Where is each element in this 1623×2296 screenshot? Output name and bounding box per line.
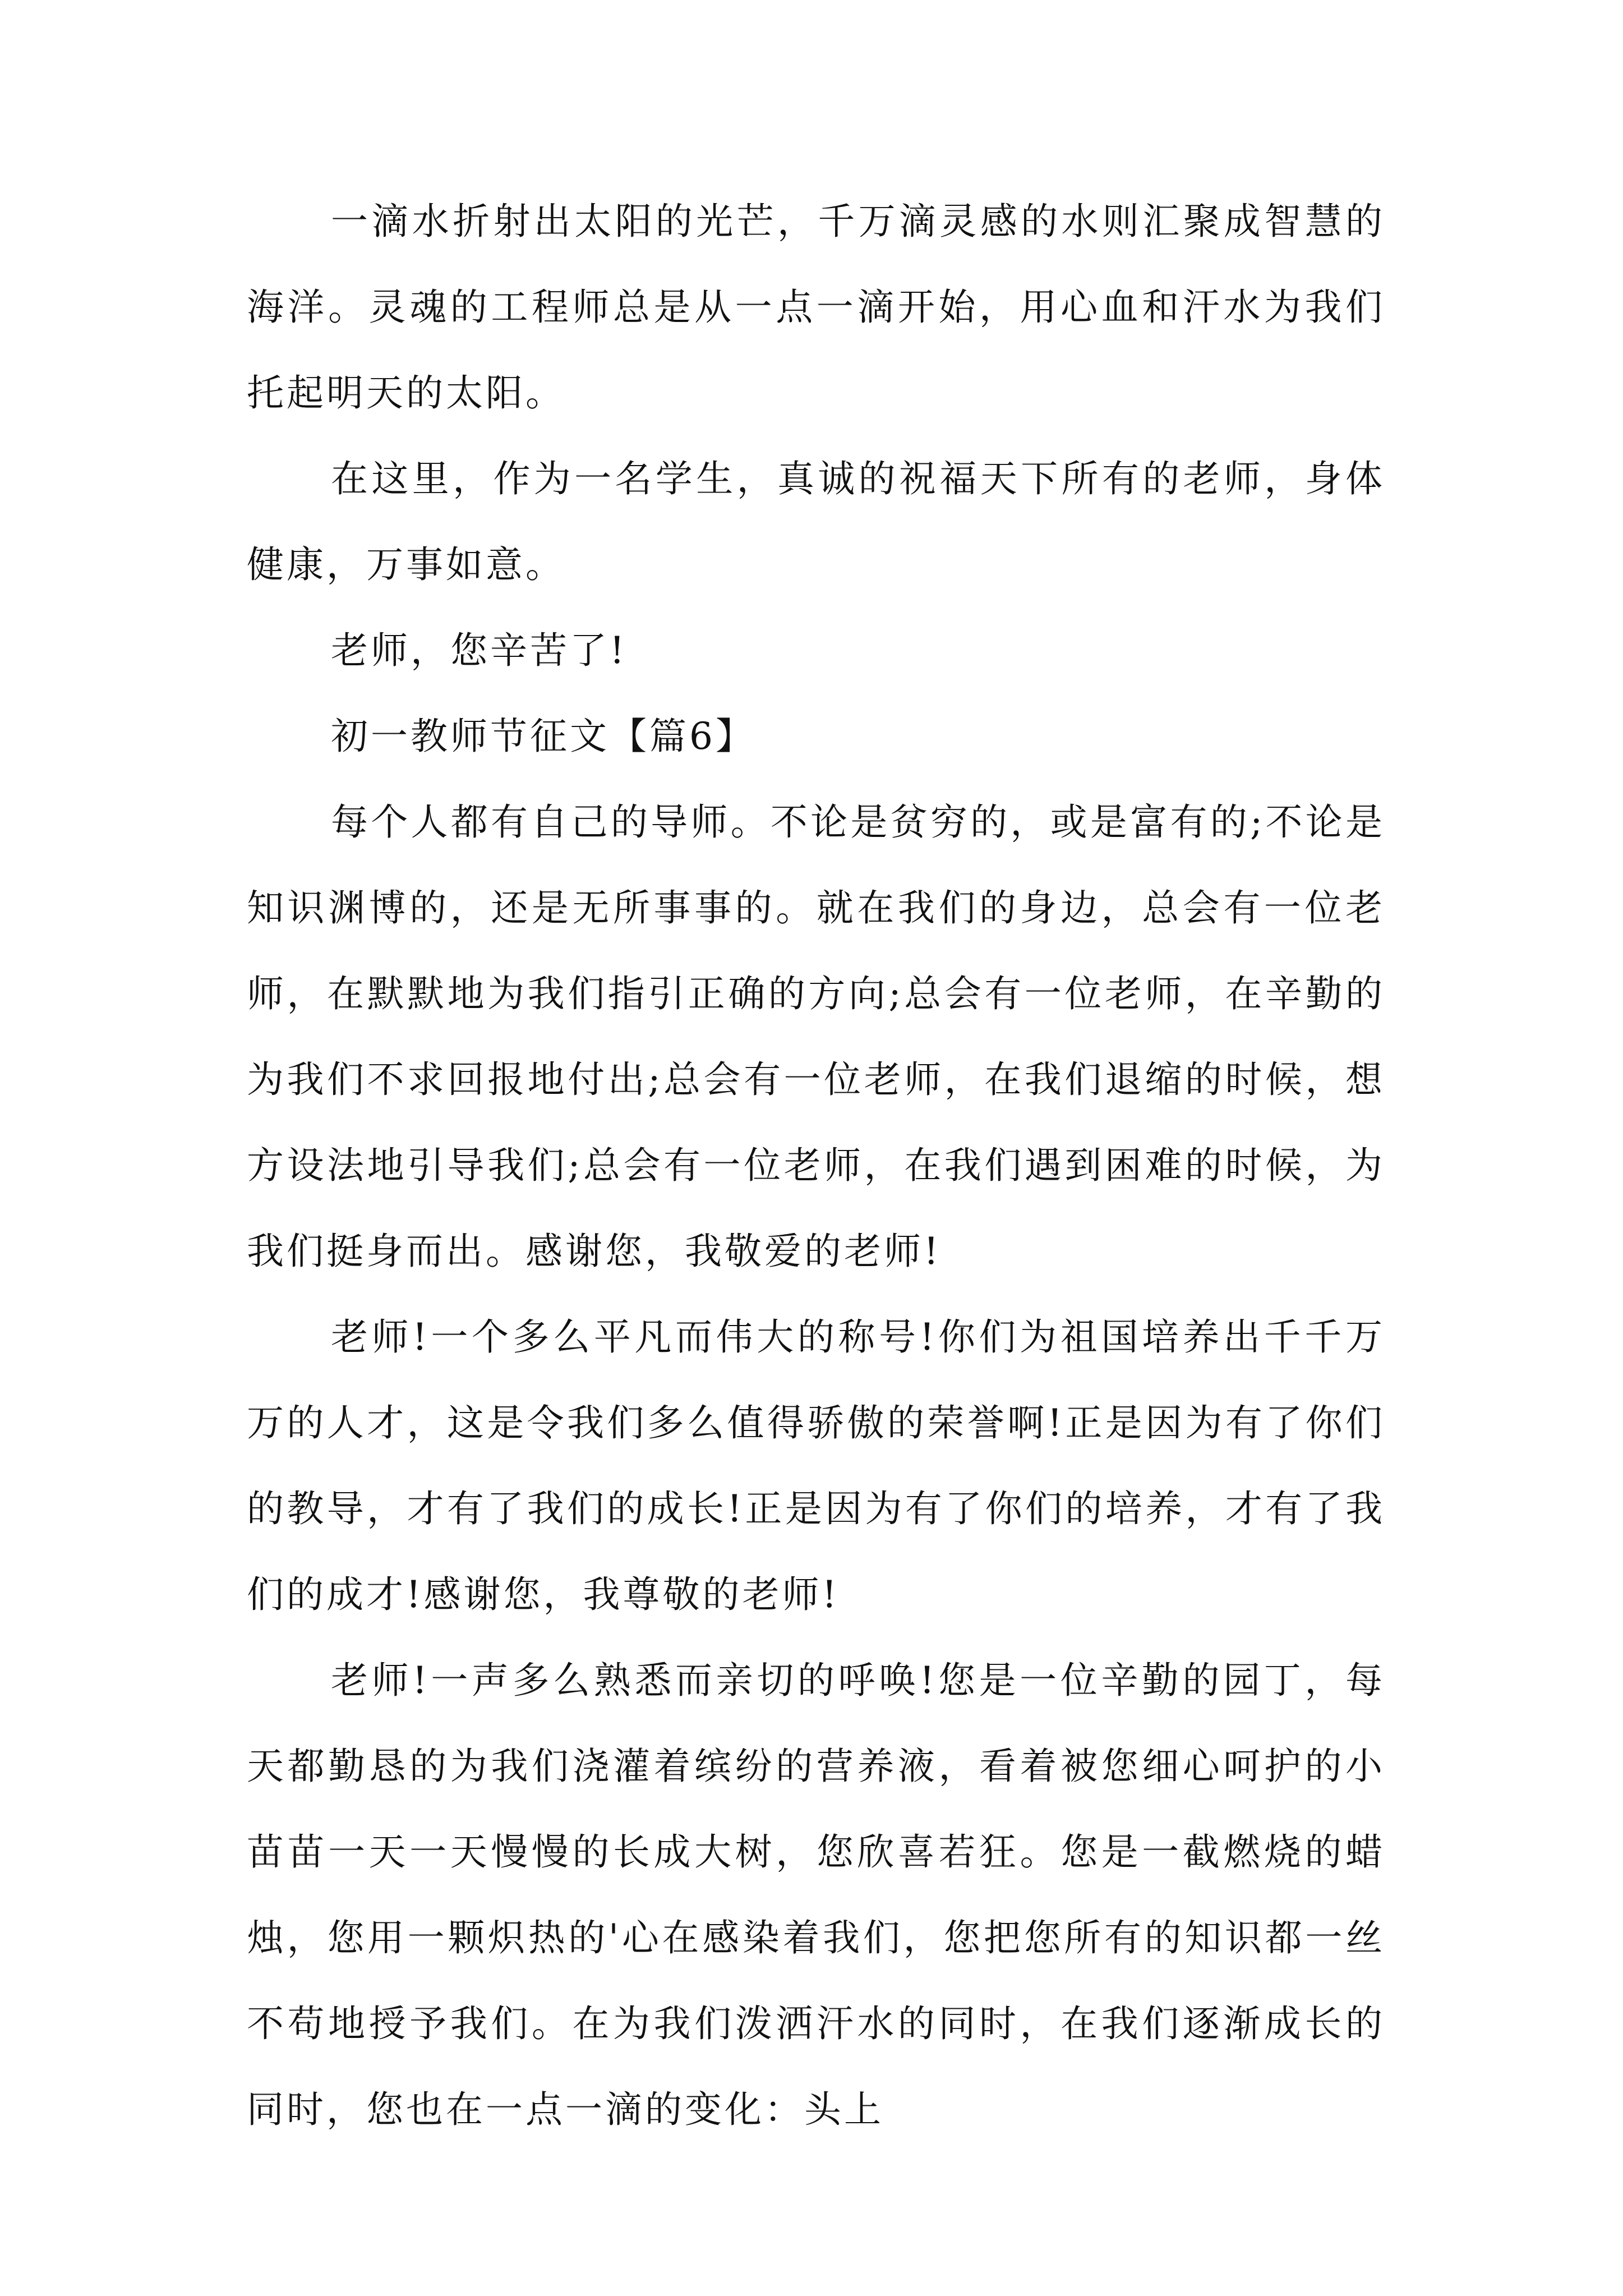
paragraph-1: 一滴水折射出太阳的光芒，千万滴灵感的水则汇聚成智慧的海洋。灵魂的工程师总是从一点一滴开始，用心血和汗水为我们托起明天的太阳。 [247,200,1385,415]
paragraph-3: 老师，您辛苦了! [331,629,628,672]
paragraph-2: 在这里，作为一名学生，真诚的祝福天下所有的老师，身体健康，万事如意。 [247,457,1385,586]
paragraph-4: 每个人都有自己的导师。不论是贫穷的，或是富有的;不论是知识渊博的，还是无所事事的。就在我们的身边，总会有一位老师，在默默地为我们指引正确的方向;总会有一位老师，在辛勤的为我们不求回报地付出;总会有一位老师，在我们退缩的时候，想方设法地引导我们;总会有一位老师，在我们遇到困难的时候，为我们挺身而出。感谢您，我敬爱的老师! [247,800,1385,1273]
section-heading: 初一教师节征文【篇6】 [331,715,755,758]
document-body [247,178,1385,2152]
paragraph-6: 老师!一声多么熟悉而亲切的呼唤!您是一位辛勤的园丁，每天都勤恳的为我们浇灌着缤纷的营养液，看着被您细心呵护的小苗苗一天一天慢慢的长成大树，您欣喜若狂。您是一截燃烧的蜡烛，您用一颗炽热的'心在感染着我们，您把您所有的知识都一丝不苟地授予我们。在为我们泼洒汗水的同时，在我们逐渐成长的同时，您也在一点一滴的变化：头上 [247,1659,1385,2131]
paragraph-5: 老师!一个多么平凡而伟大的称号!你们为祖国培养出千千万万的人才，这是令我们多么值得骄傲的荣誉啊!正是因为有了你们的教导，才有了我们的成长!正是因为有了你们的培养，才有了我们的成才!感谢您，我尊敬的老师! [247,1315,1385,1616]
